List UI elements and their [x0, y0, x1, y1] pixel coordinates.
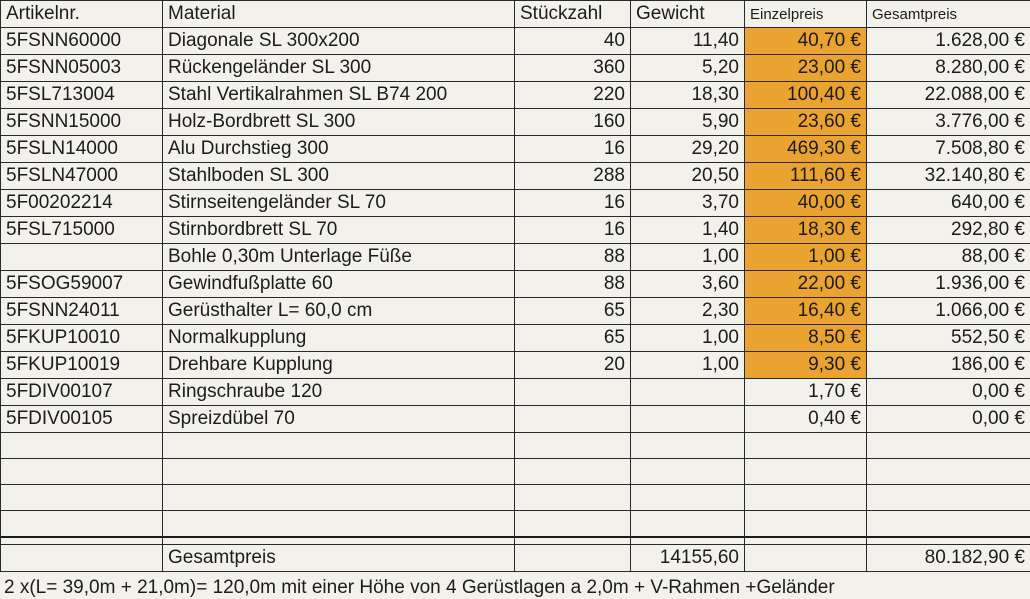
cell-gesamtpreis: 88,00 €	[867, 244, 1030, 271]
cell-material: Stahl Vertikalrahmen SL B74 200	[163, 82, 515, 109]
cell-material: Rückengeländer SL 300	[163, 55, 515, 82]
cell-stueckzahl: 65	[515, 298, 631, 325]
cell-einzelpreis: 40,70 €	[745, 28, 867, 55]
cell-gewicht: 3,70	[631, 190, 745, 217]
empty-row	[1, 433, 1030, 459]
empty-cell	[163, 485, 515, 511]
cell-artikelnr	[1, 244, 163, 271]
separator-row	[1, 537, 1030, 545]
table-row	[1, 136, 1030, 163]
empty-cell	[515, 433, 631, 459]
cell-material: Stirnseitengeländer SL 70	[163, 190, 515, 217]
cell-einzelpreis: 469,30 €	[745, 136, 867, 163]
empty-cell	[515, 511, 631, 537]
cell-artikelnr: 5FKUP10010	[1, 325, 163, 352]
table-row	[1, 163, 1030, 190]
empty-cell	[163, 511, 515, 537]
cell-stueckzahl: 88	[515, 271, 631, 298]
cell-einzelpreis: 22,00 €	[745, 271, 867, 298]
summary-total: 80.182,90 €	[867, 545, 1030, 572]
cell-stueckzahl: 65	[515, 325, 631, 352]
empty-cell	[745, 459, 867, 485]
cell-gewicht: 20,50	[631, 163, 745, 190]
summary-row	[1, 545, 1030, 572]
cell-einzelpreis: 23,60 €	[745, 109, 867, 136]
cell-gewicht	[631, 406, 745, 433]
cell-stueckzahl	[515, 379, 631, 406]
empty-cell	[867, 511, 1030, 537]
cell-stueckzahl: 16	[515, 190, 631, 217]
cell-einzelpreis: 9,30 €	[745, 352, 867, 379]
table-row	[1, 55, 1030, 82]
blank-rows	[1, 433, 1030, 537]
cell-material: Stahlboden SL 300	[163, 163, 515, 190]
table-row	[1, 217, 1030, 244]
cell-gesamtpreis: 32.140,80 €	[867, 163, 1030, 190]
header-row	[1, 1, 1030, 28]
empty-cell	[163, 433, 515, 459]
empty-cell	[867, 459, 1030, 485]
cell-gewicht: 11,40	[631, 28, 745, 55]
cell-stueckzahl: 88	[515, 244, 631, 271]
cell-gesamtpreis: 7.508,80 €	[867, 136, 1030, 163]
empty-row	[1, 485, 1030, 511]
cell-material: Stirnbordbrett SL 70	[163, 217, 515, 244]
empty-cell	[1, 485, 163, 511]
table-row	[1, 109, 1030, 136]
empty-cell	[1, 433, 163, 459]
cell-einzelpreis: 100,40 €	[745, 82, 867, 109]
empty-cell	[867, 485, 1030, 511]
cell-gewicht: 5,90	[631, 109, 745, 136]
cell-gewicht: 1,40	[631, 217, 745, 244]
cell-material: Normalkupplung	[163, 325, 515, 352]
summary-label: Gesamtpreis	[163, 545, 515, 572]
cell-gewicht: 5,20	[631, 55, 745, 82]
cell-gewicht: 3,60	[631, 271, 745, 298]
cell-stueckzahl	[515, 406, 631, 433]
table-row	[1, 28, 1030, 55]
empty-cell	[163, 459, 515, 485]
cell-stueckzahl: 220	[515, 82, 631, 109]
cell-gewicht: 29,20	[631, 136, 745, 163]
cell-gewicht: 1,00	[631, 244, 745, 271]
cell-material: Gerüsthalter L= 60,0 cm	[163, 298, 515, 325]
empty-row	[1, 459, 1030, 485]
table-row	[1, 379, 1030, 406]
col-header-artikelnr: Artikelnr.	[1, 1, 163, 28]
cell-artikelnr: 5FSLN47000	[1, 163, 163, 190]
cell-material: Diagonale SL 300x200	[163, 28, 515, 55]
empty-cell	[1, 511, 163, 537]
cell-artikelnr: 5F00202214	[1, 190, 163, 217]
col-header-material: Material	[163, 1, 515, 28]
cell-stueckzahl: 40	[515, 28, 631, 55]
cell-gesamtpreis: 0,00 €	[867, 379, 1030, 406]
cell-gesamtpreis: 186,00 €	[867, 352, 1030, 379]
table-row	[1, 325, 1030, 352]
cell-stueckzahl: 20	[515, 352, 631, 379]
cell-gesamtpreis: 1.628,00 €	[867, 28, 1030, 55]
cell-einzelpreis: 0,40 €	[745, 406, 867, 433]
cell-material: Alu Durchstieg 300	[163, 136, 515, 163]
table-row	[1, 271, 1030, 298]
cell-gewicht: 1,00	[631, 325, 745, 352]
cell-einzelpreis: 16,40 €	[745, 298, 867, 325]
cell-gesamtpreis: 3.776,00 €	[867, 109, 1030, 136]
cell-gesamtpreis: 22.088,00 €	[867, 82, 1030, 109]
cell-stueckzahl: 16	[515, 136, 631, 163]
cell-gesamtpreis: 552,50 €	[867, 325, 1030, 352]
cell-gesamtpreis: 292,80 €	[867, 217, 1030, 244]
cell-artikelnr: 5FSL715000	[1, 217, 163, 244]
empty-cell	[745, 433, 867, 459]
cell-artikelnr: 5FSOG59007	[1, 271, 163, 298]
cell-stueckzahl: 160	[515, 109, 631, 136]
cell-material: Spreizdübel 70	[163, 406, 515, 433]
empty-row	[1, 511, 1030, 537]
cell-artikelnr: 5FSL713004	[1, 82, 163, 109]
table-row	[1, 406, 1030, 433]
empty-cell	[631, 433, 745, 459]
table-row	[1, 82, 1030, 109]
cell-einzelpreis: 1,70 €	[745, 379, 867, 406]
col-header-gesamtpreis: Gesamtpreis	[867, 1, 1030, 28]
cell-gesamtpreis: 640,00 €	[867, 190, 1030, 217]
cell-artikelnr: 5FSNN24011	[1, 298, 163, 325]
cell-artikelnr: 5FSNN05003	[1, 55, 163, 82]
cell-gewicht: 1,00	[631, 352, 745, 379]
table-row	[1, 244, 1030, 271]
cell-artikelnr: 5FDIV00105	[1, 406, 163, 433]
cell-gewicht	[631, 379, 745, 406]
cell-material: Ringschraube 120	[163, 379, 515, 406]
footnote: 2 x(L= 39,0m + 21,0m)= 120,0m mit einer Höhe von 4 Gerüstlagen a 2,0m + V-Rahmen +Geländer	[4, 577, 835, 598]
empty-cell	[631, 459, 745, 485]
table-body	[1, 28, 1030, 433]
cell-stueckzahl: 360	[515, 55, 631, 82]
col-header-gewicht: Gewicht	[631, 1, 745, 28]
cell-material: Drehbare Kupplung	[163, 352, 515, 379]
empty-cell	[631, 485, 745, 511]
cell-gesamtpreis: 0,00 €	[867, 406, 1030, 433]
cell-gewicht: 2,30	[631, 298, 745, 325]
cell-gewicht: 18,30	[631, 82, 745, 109]
cell-einzelpreis: 23,00 €	[745, 55, 867, 82]
table-row	[1, 298, 1030, 325]
cell-gesamtpreis: 1.066,00 €	[867, 298, 1030, 325]
empty-cell	[867, 433, 1030, 459]
empty-cell	[515, 459, 631, 485]
table-row	[1, 190, 1030, 217]
empty-cell	[515, 485, 631, 511]
empty-cell	[745, 485, 867, 511]
cell-artikelnr: 5FSLN14000	[1, 136, 163, 163]
summary-weight: 14155,60	[631, 545, 745, 572]
empty-cell	[745, 511, 867, 537]
col-header-stueckzahl: Stückzahl	[515, 1, 631, 28]
cell-einzelpreis: 18,30 €	[745, 217, 867, 244]
col-header-einzelpreis: Einzelpreis	[745, 1, 867, 28]
cell-material: Bohle 0,30m Unterlage Füße	[163, 244, 515, 271]
cell-einzelpreis: 1,00 €	[745, 244, 867, 271]
cell-einzelpreis: 111,60 €	[745, 163, 867, 190]
cell-artikelnr: 5FSNN60000	[1, 28, 163, 55]
cell-material: Gewindfußplatte 60	[163, 271, 515, 298]
cell-gesamtpreis: 8.280,00 €	[867, 55, 1030, 82]
empty-cell	[631, 511, 745, 537]
cell-stueckzahl: 16	[515, 217, 631, 244]
cell-artikelnr: 5FDIV00107	[1, 379, 163, 406]
cell-material: Holz-Bordbrett SL 300	[163, 109, 515, 136]
empty-cell	[1, 459, 163, 485]
cell-stueckzahl: 288	[515, 163, 631, 190]
cell-gesamtpreis: 1.936,00 €	[867, 271, 1030, 298]
table-row	[1, 352, 1030, 379]
cell-artikelnr: 5FKUP10019	[1, 352, 163, 379]
cell-artikelnr: 5FSNN15000	[1, 109, 163, 136]
cell-einzelpreis: 8,50 €	[745, 325, 867, 352]
cell-einzelpreis: 40,00 €	[745, 190, 867, 217]
